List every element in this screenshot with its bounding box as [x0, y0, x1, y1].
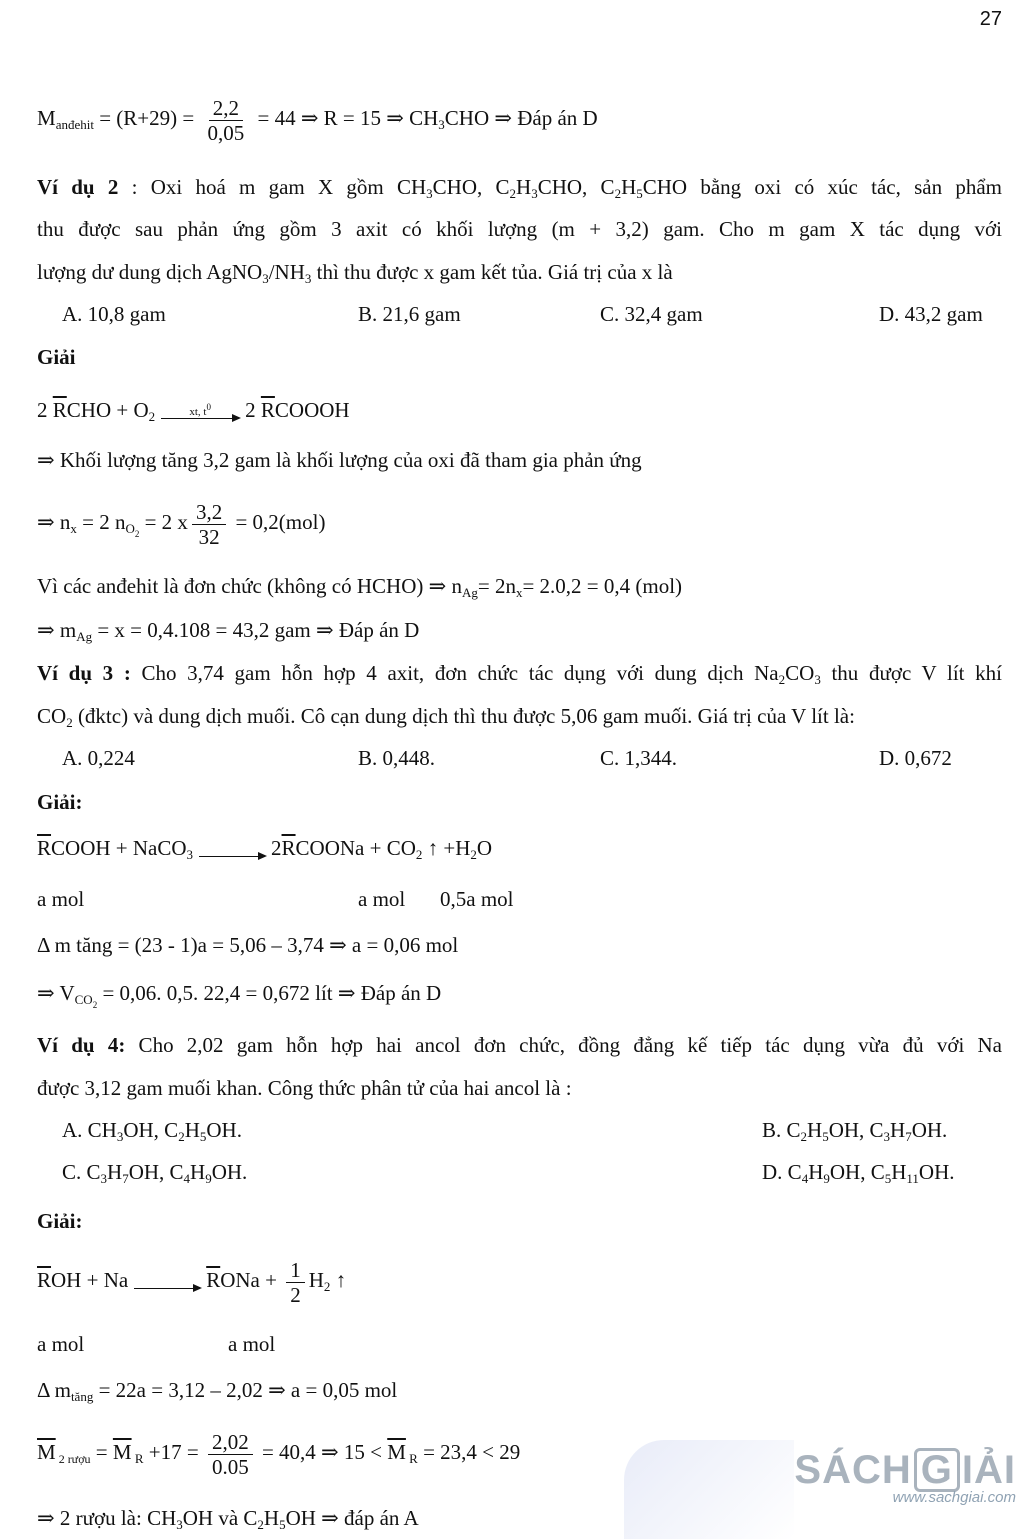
fraction: $\frac{2,02}{0.05}$ — [208, 1430, 253, 1479]
example-4-reaction: ROH + Na RONa + $\frac{1}{2}$ $H_2$ ↑ — [37, 1257, 347, 1307]
example-4-step-3: ⇒ 2 rượu là: $CH_3OH$ và $C_2H_5OH$ ⇒ đáp án A — [37, 1506, 419, 1532]
example-4-option-b: B. $C_2H_5OH$, $C_3H_7OH$. — [762, 1118, 948, 1144]
example-2-step-1: ⇒ Khối lượng tăng 3,2 gam là khối lượng của oxi đã tham gia phản ứng — [37, 448, 642, 472]
example-4-option-c: C. $C_3H_7OH$, $C_4H_9OH$. — [62, 1160, 248, 1186]
example-2-solution-heading: Giải — [37, 345, 76, 369]
mole-label: a mol — [228, 1332, 276, 1356]
example-3-option-b: B. 0,448. — [358, 746, 436, 770]
example-2-step-2: ⇒ $n_x = 2$ $n_{O_2} = 2$ x $\frac{3,2}{32}$ = 0,2(mol) — [37, 499, 326, 549]
mole-label: 0,5a mol — [440, 887, 514, 911]
example-3-reaction: RCOOH + NaCO$_3$ 2RCOONa + $CO_2$ ↑ $+H_2O$ — [37, 836, 493, 862]
example-4-step-2: M $_{2 rượu}$ = M $_R$ +17 = $\frac{2,02}{0.05}$ = 40,4 ⇒ 15 < M $_R$ = 23,4 < 29 — [37, 1429, 521, 1479]
example-3-line-1: Ví dụ 3 : Cho 3,74 gam hỗn hợp 4 axit, đơn chức tác dụng với dung dịch $Na_2CO_3$ thu được V lít khí — [37, 661, 1002, 687]
example-2-option-c: C. 32,4 gam — [600, 302, 703, 326]
fraction: $\frac{2,2}{0,05}$ — [207, 95, 245, 145]
mole-label: a mol — [37, 1332, 85, 1356]
reaction-arrow — [199, 844, 265, 857]
example-2-step-4: ⇒ $m_{Ag} = x = 0,4.108 = 43,2$ gam ⇒ Đáp án D — [37, 618, 420, 644]
example-2-option-d: D. 43,2 gam — [879, 302, 983, 326]
example-2-line-3: lượng dư dung dịch $AgNO_3/NH_3$ thì thu được x gam kết tủa. Giá trị của x là — [37, 260, 673, 286]
fraction: $\frac{3,2}{32}$ — [192, 500, 226, 549]
formula-aldehyde-mass: $M_{anđehit} = (R+29)$ = $\frac{2,2}{0,05}$ = 44 ⇒ R = 15 ⇒ $CH_3CHO$ ⇒ Đáp án D — [37, 95, 598, 145]
example-2-line-2: thu được sau phản ứng gồm 3 axit có khối lượng (m + 3,2) gam. Cho m gam X tác dụng với — [37, 217, 1002, 241]
example-2-line-1: Ví dụ 2 : Oxi hoá m gam X gồm $CH_3CHO$, $C_2H_3CHO$, $C_2H_5CHO$ bằng oxi có xúc tác, sản phẩm — [37, 175, 1002, 201]
example-3-option-c: C. 1,344. — [600, 746, 678, 770]
example-3-step-2: ⇒ $V_{CO_2} = 0,06$. 0,5. 22,4 = 0,672 lít ⇒ Đáp án D — [37, 981, 442, 1010]
example-4-line-1: Ví dụ 4: Cho 2,02 gam hỗn hợp hai ancol đơn chức, đồng đẳng kế tiếp tác dụng vừa đủ với Na — [37, 1033, 1003, 1057]
example-4-solution-heading: Giải: — [37, 1209, 83, 1233]
mole-label: a mol — [37, 887, 85, 911]
watermark-url: www.sachgiai.com — [892, 1489, 1016, 1506]
mole-label: a mol — [358, 887, 406, 911]
example-4-step-1: Δ $m_{tăng} = 22a = 3,12 - 2,02$ ⇒ a = 0,05 mol — [37, 1378, 398, 1404]
example-4-line-2: được 3,12 gam muối khan. Công thức phân tử của hai ancol là : — [37, 1076, 572, 1100]
example-3-option-d: D. 0,672 — [879, 746, 952, 770]
example-2-step-3: Vì các anđehit là đơn chức (không có HCHO) ⇒ $n_{Ag}= 2n_x= 2.0,2 = 0,4$ (mol) — [37, 574, 683, 600]
example-2-option-b: B. 21,6 gam — [358, 302, 461, 326]
example-3-option-a: A. 0,224 — [62, 746, 135, 770]
example-2-reaction: 2 RCHO + $O_2$ xt, $t^0$ 2 RCOOOH — [37, 398, 350, 424]
reaction-arrow — [134, 1276, 200, 1289]
example-3-step-1: Δ m tăng = (23 - 1)a = 5,06 – 3,74 ⇒ a = 0,06 mol — [37, 933, 459, 957]
reaction-arrow: xt, $t^0$ — [161, 406, 239, 419]
example-4-option-a: A. $CH_3OH$, $C_2H_5OH$. — [62, 1118, 242, 1144]
example-3-solution-heading: Giải: — [37, 790, 83, 814]
example-3-line-2: $CO_2$ (đktc) và dung dịch muối. Cô cạn dung dịch thì thu được 5,06 gam muối. Giá trị của V lít là: — [37, 704, 855, 730]
page-number: 27 — [979, 8, 1002, 30]
example-2-option-a: A. 10,8 gam — [62, 302, 166, 326]
watermark-logo: SÁCH G IẢI www.sachgiai.com — [794, 1448, 1016, 1506]
example-4-option-d: D. $C_4H_9OH$, $C_5H_{11}OH$. — [762, 1160, 955, 1186]
fraction: $\frac{1}{2}$ — [286, 1258, 305, 1307]
